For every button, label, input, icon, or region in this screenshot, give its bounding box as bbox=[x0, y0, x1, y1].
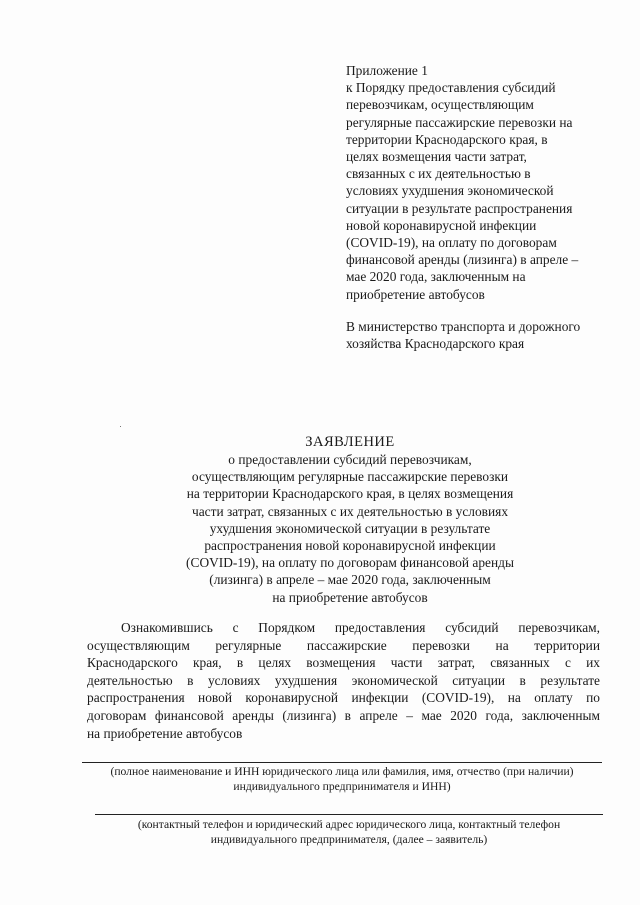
statement-subtitle-line: на приобретение автобусов bbox=[272, 589, 428, 605]
statement-subtitle-line: (лизинга) в апреле – мае 2020 года, заключенным bbox=[209, 572, 491, 588]
body-line: договорам финансовой аренды (лизинга) в апреле – мае 2020 года, заключенным bbox=[87, 707, 600, 723]
appendix-line: приобретение автобусов bbox=[346, 286, 485, 302]
appendix-header bbox=[346, 62, 616, 303]
caption-line: индивидуального предпринимателя, (далее – заявитель) bbox=[210, 833, 488, 847]
caption-line: (контактный телефон и юридический адрес юридического лица, контактный телефон bbox=[137, 818, 561, 831]
appendix-line: ситуации в результате распространения bbox=[346, 200, 573, 216]
recipient-block bbox=[346, 318, 636, 352]
statement-subtitle-line: на территории Краснодарского края, в целях возмещения bbox=[186, 486, 514, 502]
applicant-fill-line[interactable] bbox=[82, 762, 602, 763]
caption-line: (полное наименование и ИНН юридического лица или фамилия, имя, отчество (при наличии) bbox=[110, 765, 574, 778]
body-line: на приобретение автобусов bbox=[87, 725, 243, 741]
recipient-line: В министерство транспорта и дорожного bbox=[346, 319, 581, 334]
scan-speck bbox=[120, 426, 121, 427]
document-title: ЗАЯВЛЕНИЕ bbox=[305, 434, 395, 450]
appendix-line: целях возмещения части затрат, bbox=[346, 149, 527, 165]
appendix-line: финансовой аренды (лизинга) в апреле – bbox=[346, 252, 579, 268]
statement-heading bbox=[100, 433, 600, 606]
contact-field-caption bbox=[95, 817, 603, 848]
applicant-field-caption bbox=[82, 764, 602, 795]
statement-subtitle-line: распространения новой коронавирусной инфекции bbox=[204, 538, 496, 554]
appendix-line: перевозчикам, осуществляющим bbox=[346, 97, 534, 113]
appendix-line: мае 2020 года, заключенным на bbox=[346, 269, 526, 285]
appendix-line: к Порядку предоставления субсидий bbox=[346, 80, 556, 96]
appendix-line: территории Краснодарского края, в bbox=[346, 131, 548, 147]
caption-line: индивидуального предпринимателя и ИНН) bbox=[233, 780, 451, 794]
appendix-line: связанных с их деятельностью в bbox=[346, 166, 531, 182]
appendix-line: Приложение 1 bbox=[346, 63, 428, 78]
body-line: распространения новой коронавирусной инфекции (COVID-19), на оплату по bbox=[87, 690, 600, 706]
appendix-line: (COVID-19), на оплату по договорам bbox=[346, 235, 557, 251]
statement-subtitle-line: ухудшения экономической ситуации в результате bbox=[209, 520, 491, 536]
statement-subtitle-line: (COVID-19), на оплату по договорам финансовой аренды bbox=[186, 555, 514, 571]
statement-subtitle-line: части затрат, связанных с их деятельностью в условиях bbox=[191, 503, 509, 519]
recipient-line: хозяйства Краснодарского края bbox=[346, 336, 525, 352]
body-line: деятельностью в условиях ухудшения экономической ситуации в результате bbox=[87, 672, 600, 688]
appendix-line: регулярные пассажирские перевозки на bbox=[346, 114, 573, 130]
statement-subtitle-line: осуществляющим регулярные пассажирские перевозки bbox=[191, 469, 509, 485]
body-line: Краснодарского края, в целях возмещения части затрат, связанных с их bbox=[87, 655, 600, 671]
contact-fill-line[interactable] bbox=[95, 814, 603, 815]
body-paragraph bbox=[87, 619, 600, 742]
appendix-line: новой коронавирусной инфекции bbox=[346, 217, 537, 233]
body-line: осуществляющим регулярные пассажирские перевозки на территории bbox=[87, 637, 600, 653]
body-line: Ознакомившись с Порядком предоставления субсидий перевозчикам, bbox=[121, 620, 600, 635]
appendix-line: условиях ухудшения экономической bbox=[346, 183, 554, 199]
statement-subtitle-line: о предоставлении субсидий перевозчикам, bbox=[228, 452, 472, 467]
